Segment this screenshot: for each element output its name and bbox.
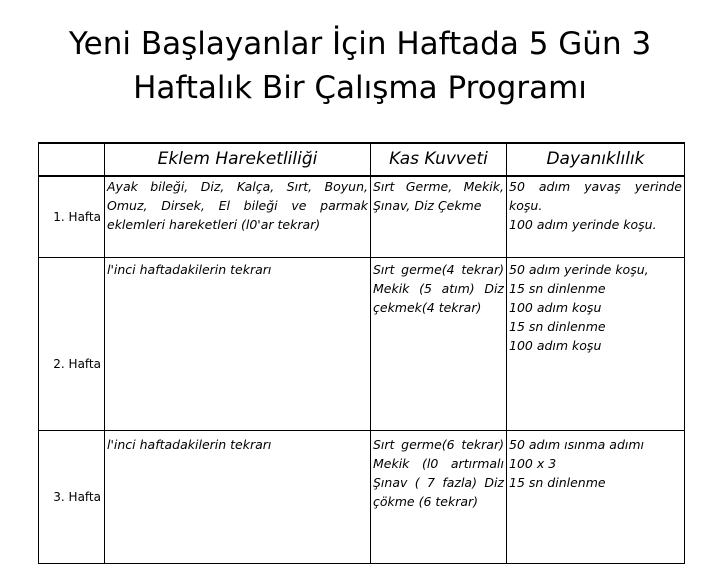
table-row xyxy=(39,431,685,564)
table-row xyxy=(39,176,685,258)
title-line-1: Yeni Başlayanlar İçin Haftada 5 Gün 3 xyxy=(68,26,652,62)
week-label: 3. Hafta xyxy=(39,431,105,564)
eklem-cell: Ayak bileği, Diz, Kalça, Sırt, Boyun, Omuz, Dirsek, El bileği ve parmak eklemleri hareketleri (l0'ar tekrar) xyxy=(105,176,371,258)
dayaniklilik-cell: 50 adım yerinde koşu, 15 sn dinlenme 100 adım koşu 15 sn dinlenme 100 adım koşu xyxy=(507,258,685,431)
week-label: 2. Hafta xyxy=(39,258,105,431)
dayaniklilik-cell: 50 adım yavaş yerinde koşu. 100 adım yerinde koşu. xyxy=(507,176,685,258)
dayaniklilik-cell: 50 adım ısınma adımı 100 x 3 15 sn dinlenme xyxy=(507,431,685,564)
table-header-row xyxy=(39,143,685,176)
header-eklem: Eklem Hareketliliği xyxy=(105,143,371,176)
page-title xyxy=(0,22,720,110)
week-label: 1. Hafta xyxy=(39,176,105,258)
table-row xyxy=(39,258,685,431)
kas-cell: Sırt Germe, Mekik, Şınav, Diz Çekme xyxy=(371,176,507,258)
eklem-cell: l'inci haftadakilerin tekrarı xyxy=(105,431,371,564)
header-dayaniklilik: Dayanıklılık xyxy=(507,143,685,176)
kas-cell: Sırt germe(6 tekrar) Mekik (l0 artırmalı Şınav ( 7 fazla) Diz çökme (6 tekrar) xyxy=(371,431,507,564)
program-table xyxy=(38,142,685,564)
title-line-2: Haftalık Bir Çalışma Programı xyxy=(133,70,587,106)
eklem-cell: l'inci haftadakilerin tekrarı xyxy=(105,258,371,431)
header-empty xyxy=(39,143,105,176)
header-kas: Kas Kuvveti xyxy=(371,143,507,176)
kas-cell: Sırt germe(4 tekrar) Mekik (5 atım) Diz çekmek(4 tekrar) xyxy=(371,258,507,431)
